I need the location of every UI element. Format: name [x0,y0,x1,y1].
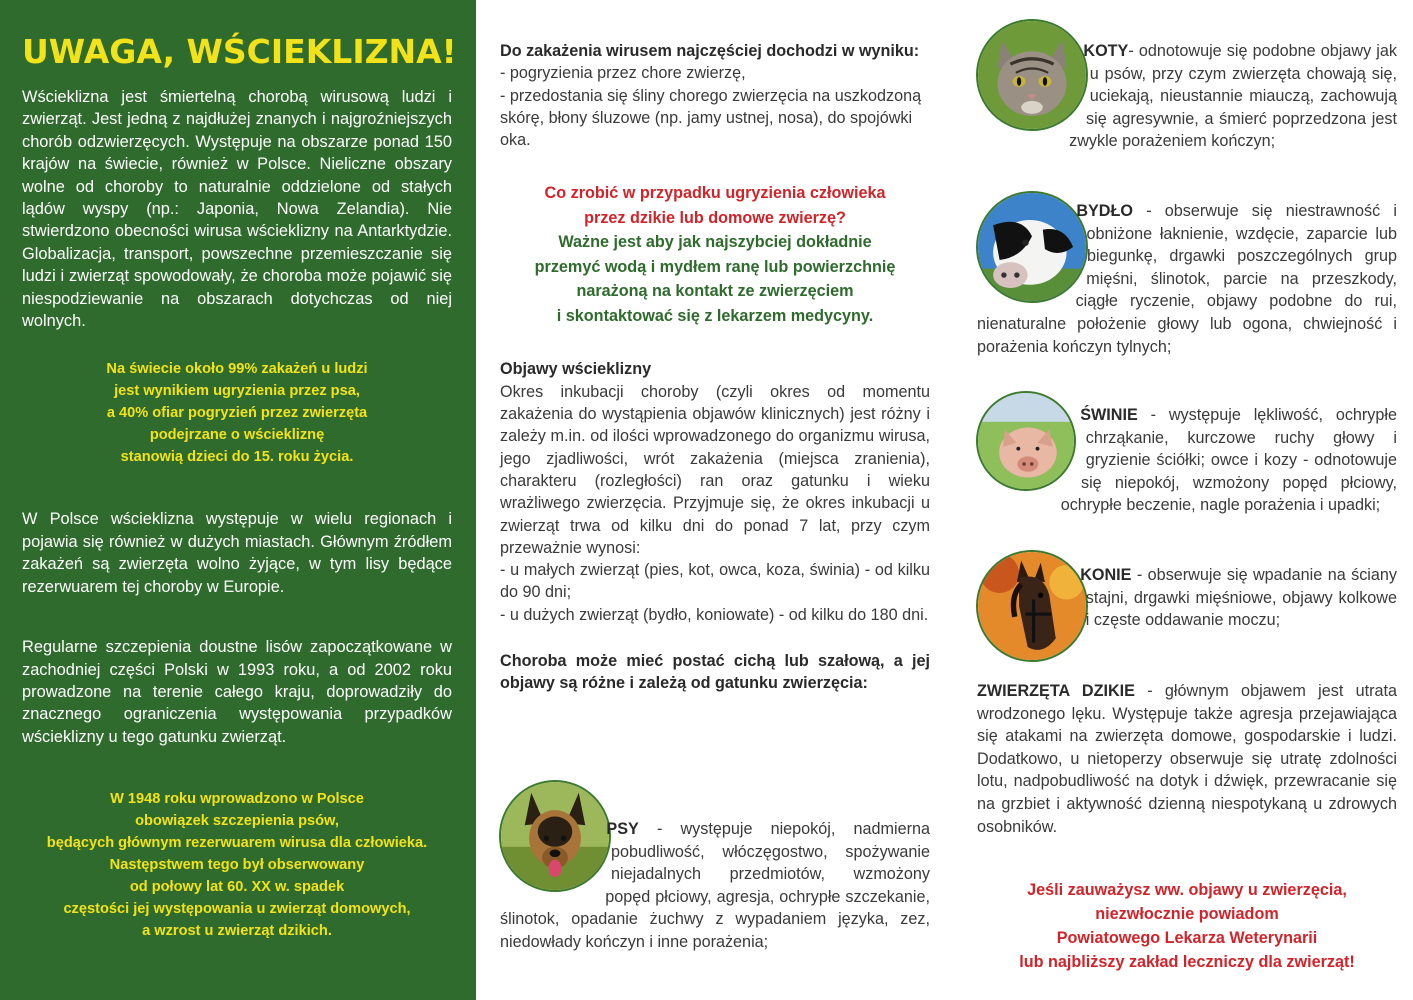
horses-entry [977,564,1397,656]
wild-animals-text: - głównym objawem jest utrata wrodzonego lęku. Występuje także agresja przejawiająca się atakami na zwierzęta domowe, gospodarskie i ludzi. Dodatkowo, u nietoperzy obserwuje się utratę zdolności lotu, nadpobudliwość na dotyk i dźwięk, przewracanie się na grzbiet i aktywność dzienną niespotykaną u zdrowych osobników. [977,682,1397,836]
left-panel [0,0,476,1000]
dogs-entry [500,818,930,954]
cattle-entry [977,200,1397,358]
symptoms-heading: Objawy wścieklizny [500,360,652,379]
wild-animals-label: ZWIERZĘTA DZIKIE [977,682,1135,700]
infection-heading: Do zakażenia wirusem najczęściej dochodzi w wyniku: [500,42,920,60]
middle-column [500,40,930,695]
vaccination-paragraph: Regularne szczepienia doustne lisów zapoczątkowane w zachodniej części Polski w 1993 roku, a od 2002 roku prowadzone na terenie całego kraju, doprowadziły do znacznego ograniczenia występowania przypadków wścieklizny u tego gatunku zwierząt. [22,638,452,746]
dogs-label: PSY [606,820,639,838]
intro-paragraph: Wścieklizna jest śmiertelną chorobą wirusową ludzi i zwierząt. Jest jedną z najdłużej znanych i najgroźniejszych chorób odzwierzęcych. Występuje na obszarze ponad 150 krajów na świecie, również w Polsce. Nieliczne obszary wolne od choroby to naturalnie oddzielone od stałych lądów wyspy (np.: Japonia, Nowa Zelandia). Nie stwierdzono obecności wirusa wścieklizny na Antarktydzie. Globalizacja, transport, powszechne przemieszczanie się ludzi i zwierząt spowodowały, że choroba może pojawić się niespodziewanie na obszarach dotychczas od niej wolnych. [22,88,452,331]
infection-item: - pogryzienia przez chore zwierzę, [500,64,746,83]
incubation-small: - u małych zwierząt (pies, kot, owca, koza, świnia) - od kilku do 90 dni; [500,561,930,602]
cattle-label: BYDŁO [1076,202,1133,220]
wild-animals-entry [977,680,1397,838]
cats-entry [977,40,1397,153]
sheep-goats-text: owce i kozy - odnotowuje się niepokój, wzmożony popęd płciowy, ochrypłe beczenie, nagle porażenia i upadki; [1060,451,1397,515]
dogs-text: - występuje niepokój, nadmierna pobudliwość, włóczęgostwo, spożywanie niejadalnych przedmiotów, wzmożony popęd płciowy, agresja, ochrypłe szczekanie, ślinotok, opadanie żuchwy z wypadaniem języka, zez, niedowłady kończyn i inne porażenia; [500,820,930,951]
highlight-history: W 1948 roku wprowadzono w Polsce obowiązek szczepienia psów, będących głównym rezerwuarem wirusa dla człowieka. Następstwem tego był obserwowany od połowy lat 60. XX w. spadek częstości jej występowania u zwierząt domowych, a wzrost u zwierząt dzikich. [46,791,428,940]
incubation-large: - u dużych zwierząt (bydło, koniowate) - od kilku do 180 dni. [500,605,929,624]
report-notice: Jeśli zauważysz ww. objawy u zwierzęcia, niezwłocznie powiadom Powiatowego Lekarza Weterynarii lub najbliższy zakład leczniczy dla zwierząt! [1019,881,1355,971]
cats-label: KOTY [1083,42,1129,60]
symptoms-text: Okres inkubacji choroby (czyli okres od momentu zakażenia do wystąpienia objawów klinicznych) jest różny i zależy m.in. od ilości wprowadzonego do organizmu wirusa, jego zjadliwości, wrót zakażenia (miejsca zranienia), charakteru (rozległości) ran oraz gatunku i wieku wrażliwego zwierzęcia. Przyjmuje się, że okres inkubacji u zwierząt trwa od kilku dni do ponad 7 lat, przy czym przeważnie wynosi: [500,382,930,557]
cats-text: - odnotowuje się podobne objawy jak u psów, przy czym zwierzęta chowają się, uciekają, nieustannie miauczą, zachowują się agresywnie, a śmierć poprzedzona jest zwykle porażeniem kończyn; [1069,42,1397,151]
pigs-entry [977,404,1397,517]
pigs-label: ŚWINIE [1080,406,1138,424]
forms-text: Choroba może mieć postać cichą lub szałową, a jej objawy są różne i zależą od gatunku zwierzęcia: [500,652,930,693]
highlight-dogs-stat: Na świecie około 99% zakażeń u ludzi jest wynikiem ugryzienia przez psa, a 40% ofiar pogryzień przez zwierzęta podejrzane o wściekliznę stanowią dzieci do 15. roku życia. [106,361,368,466]
bite-callout: Co zrobić w przypadku ugryzienia człowieka przez dzikie lub domowe zwierzę? Ważne jest aby jak najszybciej dokładnie przemyć wodą i mydłem ranę lub powierzchnię narażoną na kontakt ze zwierzęciem i skontaktować się z lekarzem medycyny. [534,184,896,325]
pigs-text: - występuje lękliwość, ochrypłe chrząkanie, kurczowe ruchy głowy i gryzienie ściółki; [1085,406,1397,470]
horses-text: - obserwuje się wpadanie na ściany stajni, drgawki mięśniowe, objawy kolkowe i częste oddawanie moczu; [1085,566,1397,630]
infection-item: - przedostania się śliny chorego zwierzęcia na uszkodzoną skórę, błony śluzowe (np. jamy ustnej, nosa), do spojówki oka. [500,86,922,150]
poland-paragraph: W Polsce wścieklizna występuje w wielu regionach i pojawia się również w dużych miastach. Głównym źródłem zakażeń są zwierzęta wolno żyjące, w tym lisy będące rezerwuarem tej choroby w Europie. [22,510,452,596]
cattle-text: - obserwuje się niestrawność i obniżone łaknienie, wzdęcie, zaparcie lub biegunkę, drgawki poszczególnych grup mięśni, ślinotok, parcie na przeszkody, ciągłe ryczenie, objawy podobne do rui, nienaturalne położenie głowy lub ogona, chwiejność i porażenia kończyn tylnych; [977,202,1397,356]
horses-label: KONIE [1080,566,1132,584]
page-title: UWAGA, WŚCIEKLIZNA! [22,32,457,71]
